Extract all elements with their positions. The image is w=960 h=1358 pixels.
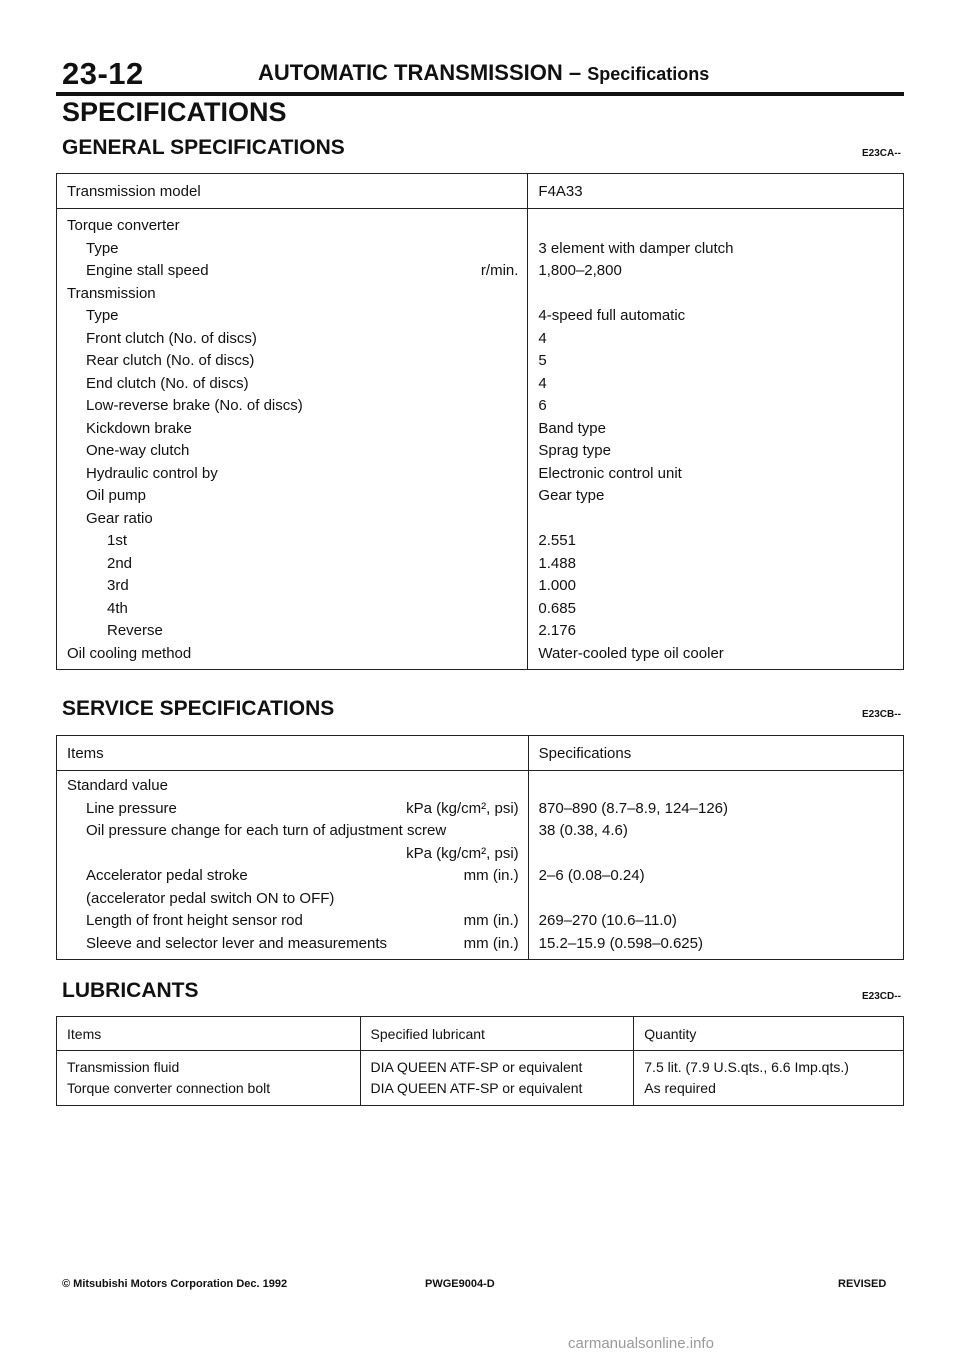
spec-label-text: Accelerator pedal stroke: [86, 867, 248, 884]
spec-row-label: [57, 910, 528, 933]
lubricants-header-row: [57, 1017, 904, 1051]
spec-label-text: Gear ratio: [86, 509, 153, 527]
general-specs-header-right: F4A33: [528, 174, 904, 209]
page-number: 23-12: [62, 56, 144, 91]
spec-label-text: Length of front height sensor rod: [86, 912, 303, 929]
spec-unit: mm (in.): [463, 934, 519, 952]
spec-row-label: [57, 598, 527, 621]
page-heading: SPECIFICATIONS: [62, 97, 287, 127]
spec-row-value: 269–270 (10.6–11.0): [538, 912, 677, 929]
lubricants-items-cell: [57, 1051, 361, 1106]
spec-row-value: Band type: [538, 419, 606, 437]
spec-row-value: 2.551: [538, 532, 576, 549]
spec-row-label: [57, 888, 528, 911]
table-cell: As required: [644, 1080, 716, 1096]
general-specs-header-row: [57, 174, 904, 209]
spec-row-label: [57, 643, 527, 666]
spec-row-label: [57, 485, 527, 508]
spec-row-value: 5: [538, 352, 547, 369]
service-specs-labels: [57, 771, 529, 960]
table-cell: DIA QUEEN ATF-SP or equivalent: [370, 1080, 583, 1096]
spec-label-text: 4th: [107, 599, 128, 617]
spec-row-label: [57, 530, 527, 553]
header-rule: [56, 92, 904, 96]
running-header-subtitle: Specifications: [587, 64, 710, 84]
spec-row-label: [57, 620, 527, 643]
spec-row-label: [57, 283, 527, 306]
spec-row-value: 2.176: [538, 622, 576, 639]
spec-label-text: One-way clutch: [86, 442, 190, 459]
lubricants-code: E23CD--: [862, 991, 901, 1002]
spec-row-value: 870–890 (8.7–8.9, 124–126): [538, 799, 729, 817]
spec-row-label: [57, 775, 528, 798]
spec-row-label: [57, 238, 527, 261]
spec-label-text: Oil cooling method: [67, 644, 192, 662]
spec-row-value: [539, 843, 903, 866]
spec-row-label: [57, 865, 528, 888]
spec-label-text: Rear clutch (No. of discs): [86, 352, 255, 369]
spec-row-value: 15.2–15.9 (0.598–0.625): [538, 934, 703, 952]
spec-row-value: [539, 888, 903, 911]
watermark: carmanualsonline.info: [568, 1335, 714, 1352]
spec-row-value: 3 element with damper clutch: [538, 239, 734, 257]
spec-row-label: [57, 798, 528, 821]
spec-label-text: End clutch (No. of discs): [86, 374, 249, 392]
spec-label-text: Type: [86, 307, 119, 324]
spec-row-label: [57, 820, 528, 843]
lubricants-heading: LUBRICANTS: [62, 979, 199, 1002]
spec-label-text: Oil pressure change for each turn of adjustment screw: [86, 822, 447, 839]
spec-label-text: Torque converter: [67, 217, 180, 234]
lubricants-table: [56, 1016, 904, 1106]
spec-label-text: Kickdown brake: [86, 419, 192, 437]
spec-row-value: 38 (0.38, 4.6): [538, 822, 628, 839]
general-specs-labels: [57, 209, 528, 670]
spec-row-label: [57, 508, 527, 531]
lubricants-lubricant-cell: [360, 1051, 634, 1106]
spec-row-value: [539, 775, 903, 798]
spec-row-value: [538, 508, 903, 531]
spec-row-value: 4: [538, 329, 547, 347]
spec-row-label: [57, 260, 527, 283]
table-cell: DIA QUEEN ATF-SP or equivalent: [370, 1059, 583, 1075]
spec-label-text: Sleeve and selector lever and measurements: [86, 934, 387, 952]
spec-row-label: [57, 395, 527, 418]
spec-row-value: 1.000: [538, 577, 576, 594]
spec-row-label: [57, 575, 527, 598]
general-specs-values: [528, 209, 904, 670]
general-specs-code: E23CA--: [862, 148, 901, 159]
spec-row-label: [57, 843, 528, 866]
spec-unit: mm (in.): [463, 912, 519, 929]
spec-row-label: [57, 440, 527, 463]
spec-row-value: Gear type: [538, 487, 605, 504]
spec-label-text: Low-reverse brake (No. of discs): [86, 397, 303, 414]
spec-unit: kPa (kg/cm², psi): [406, 799, 519, 817]
service-specs-header-row: [57, 736, 904, 771]
spec-label-text: (accelerator pedal switch ON to OFF): [86, 889, 335, 907]
service-specs-values: [528, 771, 903, 960]
spec-unit: r/min.: [480, 262, 519, 279]
spec-label-text: Type: [86, 239, 119, 257]
table-cell: 7.5 lit. (7.9 U.S.qts., 6.6 Imp.qts.): [644, 1059, 849, 1075]
spec-label-text: 1st: [107, 532, 128, 549]
spec-row-label: [57, 215, 527, 238]
spec-row-value: 4: [538, 374, 547, 392]
footer-doc-code: PWGE9004-D: [425, 1278, 495, 1290]
service-specs-header-right: Specifications: [528, 736, 903, 771]
spec-label-text: Oil pump: [86, 487, 147, 504]
spec-label-text: Front clutch (No. of discs): [86, 329, 257, 347]
spec-row-label: [57, 418, 527, 441]
spec-row-label: [57, 553, 527, 576]
running-header-title: AUTOMATIC TRANSMISSION: [258, 60, 563, 85]
running-header: [258, 60, 709, 86]
service-specs-heading: SERVICE SPECIFICATIONS: [62, 697, 335, 720]
spec-row-value: Sprag type: [538, 442, 611, 459]
spec-row-value: Electronic control unit: [538, 464, 682, 482]
spec-row-value: 6: [538, 397, 547, 414]
lubricants-col-lubricant: Specified lubricant: [360, 1017, 634, 1051]
spec-label-text: 3rd: [107, 577, 129, 594]
spec-row-label: [57, 463, 527, 486]
spec-label-text: 2nd: [107, 554, 133, 572]
spec-label-text: Engine stall speed: [86, 262, 209, 279]
spec-row-value: 4-speed full automatic: [538, 307, 686, 324]
spec-row-label: [57, 350, 527, 373]
spec-label-text: Reverse: [107, 622, 163, 639]
spec-row-label: [57, 373, 527, 396]
spec-row-label: [57, 305, 527, 328]
spec-label-text: Standard value: [67, 777, 168, 794]
table-cell: Torque converter connection bolt: [67, 1080, 271, 1096]
spec-row-label: [57, 933, 528, 956]
general-specs-body: [57, 209, 904, 670]
spec-row-value: 1,800–2,800: [538, 262, 622, 279]
spec-row-value: [538, 215, 903, 238]
general-specs-header-left: Transmission model: [57, 174, 528, 209]
footer-copyright: © Mitsubishi Motors Corporation Dec. 1992: [62, 1278, 288, 1290]
running-header-separator: –: [568, 60, 582, 85]
spec-row-value: 1.488: [538, 554, 576, 572]
service-specs-header-left: Items: [57, 736, 529, 771]
general-specs-heading: GENERAL SPECIFICATIONS: [62, 136, 345, 159]
lubricants-quantity-cell: [634, 1051, 904, 1106]
service-specs-table: [56, 735, 904, 960]
spec-row-value: 2–6 (0.08–0.24): [538, 867, 645, 884]
lubricants-body: [57, 1051, 904, 1106]
table-cell: Transmission fluid: [67, 1059, 180, 1075]
lubricants-col-quantity: Quantity: [634, 1017, 904, 1051]
spec-label-text: Transmission: [67, 284, 156, 302]
lubricants-col-items: Items: [57, 1017, 361, 1051]
footer-status: REVISED: [838, 1278, 887, 1290]
spec-unit: kPa (kg/cm², psi): [406, 844, 519, 862]
service-specs-body: [57, 771, 904, 960]
service-specs-code: E23CB--: [862, 709, 901, 720]
spec-label-text: Hydraulic control by: [86, 464, 218, 482]
spec-row-label: [57, 328, 527, 351]
spec-row-value: Water-cooled type oil cooler: [538, 644, 724, 662]
spec-row-value: 0.685: [538, 599, 576, 617]
spec-label-text: Line pressure: [86, 799, 177, 817]
general-specs-table: [56, 173, 904, 670]
spec-unit: mm (in.): [463, 867, 519, 884]
spec-row-value: [538, 283, 903, 306]
